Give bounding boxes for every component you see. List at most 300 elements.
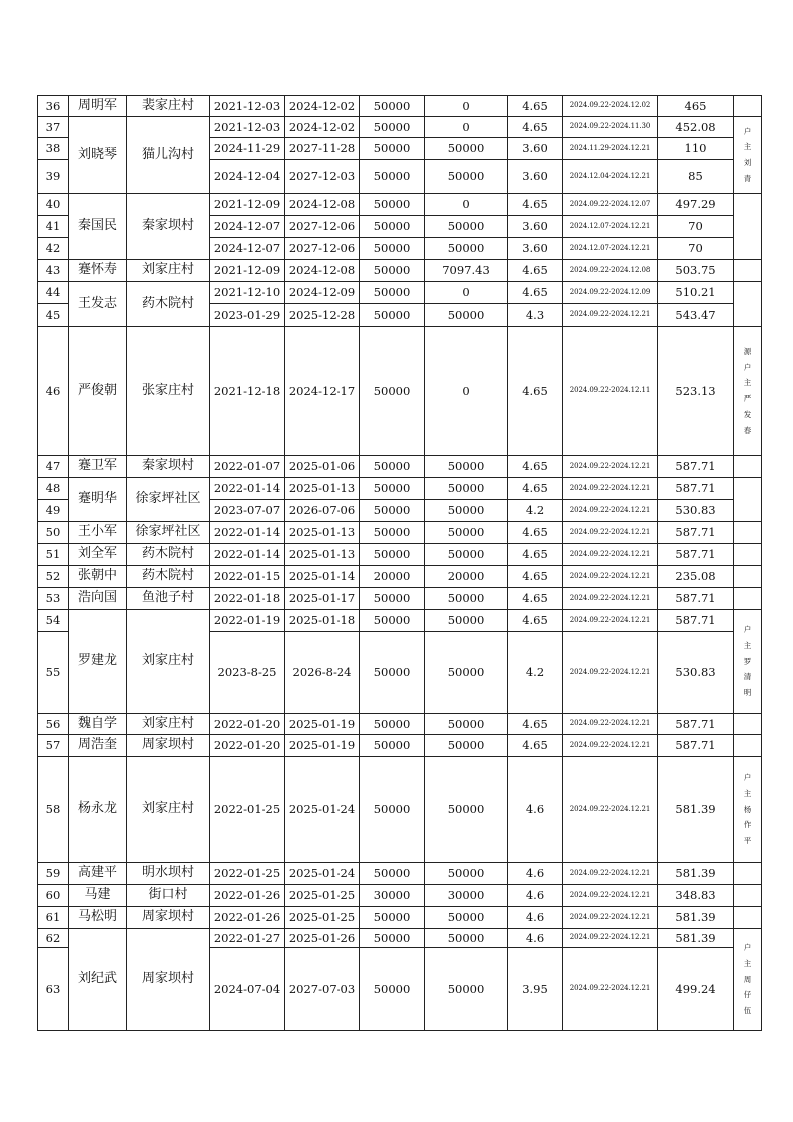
interest-period: 2024.09.22-2024.12.21 [563,948,658,1031]
end-date: 2026-8-24 [285,632,360,714]
household-note [734,714,762,735]
loan-balance: 30000 [425,885,508,907]
loan-balance: 50000 [425,907,508,929]
start-date: 2021-12-09 [210,260,285,282]
interest-rate: 4.3 [508,304,563,327]
table-row [38,282,762,304]
interest-period: 2024.12.07-2024.12.21 [563,216,658,238]
start-date: 2021-12-03 [210,96,285,117]
loan-amount: 50000 [360,632,425,714]
interest-amount: 587.71 [658,610,734,632]
end-date: 2024-12-08 [285,260,360,282]
table-row [38,456,762,478]
borrower-name: 周明军 [69,96,127,117]
end-date: 2024-12-17 [285,327,360,456]
end-date: 2025-01-19 [285,714,360,735]
row-number: 59 [38,863,69,885]
interest-rate: 4.6 [508,757,563,863]
row-number: 52 [38,566,69,588]
interest-rate: 4.6 [508,907,563,929]
interest-period: 2024.09.22-2024.12.21 [563,735,658,757]
row-number: 49 [38,500,69,522]
interest-amount: 110 [658,138,734,160]
interest-rate: 4.65 [508,327,563,456]
household-note [734,735,762,757]
interest-rate: 3.60 [508,138,563,160]
village-name: 秦家坝村 [127,456,210,478]
start-date: 2024-12-07 [210,238,285,260]
interest-amount: 497.29 [658,194,734,216]
interest-period: 2024.09.22-2024.12.21 [563,610,658,632]
interest-rate: 4.6 [508,863,563,885]
end-date: 2025-12-28 [285,304,360,327]
start-date: 2021-12-18 [210,327,285,456]
interest-rate: 4.65 [508,478,563,500]
borrower-name: 周浩奎 [69,735,127,757]
interest-rate: 3.95 [508,948,563,1031]
start-date: 2022-01-27 [210,929,285,948]
household-note [734,863,762,885]
interest-period: 2024.09.22-2024.12.21 [563,863,658,885]
loan-amount: 50000 [360,327,425,456]
loan-amount: 50000 [360,282,425,304]
loan-balance: 50000 [425,544,508,566]
row-number: 56 [38,714,69,735]
household-note [734,757,762,863]
interest-amount: 235.08 [658,566,734,588]
interest-amount: 581.39 [658,863,734,885]
end-date: 2027-11-28 [285,138,360,160]
end-date: 2027-12-06 [285,216,360,238]
loan-amount: 50000 [360,304,425,327]
start-date: 2023-8-25 [210,632,285,714]
interest-period: 2024.12.04-2024.12.21 [563,160,658,194]
start-date: 2022-01-14 [210,544,285,566]
loan-amount: 50000 [360,757,425,863]
interest-period: 2024.09.22-2024.12.21 [563,478,658,500]
household-note [734,929,762,1031]
interest-amount: 587.71 [658,588,734,610]
loan-balance: 50000 [425,238,508,260]
borrower-name: 秦国民 [69,194,127,260]
table-row [38,544,762,566]
loan-amount: 50000 [360,117,425,138]
village-name: 周家坝村 [127,735,210,757]
start-date: 2021-12-03 [210,117,285,138]
interest-rate: 4.65 [508,456,563,478]
interest-period: 2024.11.29-2024.12.21 [563,138,658,160]
interest-rate: 4.6 [508,929,563,948]
loan-balance: 50000 [425,863,508,885]
row-number: 43 [38,260,69,282]
end-date: 2024-12-08 [285,194,360,216]
interest-period: 2024.09.22-2024.12.21 [563,757,658,863]
table-row [38,194,762,216]
table-body [38,96,762,1031]
interest-amount: 587.71 [658,478,734,500]
loan-balance: 50000 [425,948,508,1031]
loan-amount: 50000 [360,948,425,1031]
table-row [38,117,762,138]
interest-amount: 530.83 [658,500,734,522]
interest-period: 2024.09.22-2024.12.21 [563,885,658,907]
loan-interest-table [37,95,762,1031]
interest-amount: 587.71 [658,522,734,544]
household-note [734,117,762,194]
row-number: 38 [38,138,69,160]
interest-period: 2024.09.22-2024.12.11 [563,327,658,456]
interest-amount: 465 [658,96,734,117]
interest-rate: 3.60 [508,238,563,260]
household-note-text: 源户主严发春 [743,346,752,435]
row-number: 53 [38,588,69,610]
row-number: 60 [38,885,69,907]
table-row [38,478,762,500]
interest-period: 2024.09.22-2024.12.09 [563,282,658,304]
village-name: 徐家坪社区 [127,478,210,522]
household-note [734,194,762,260]
borrower-name: 蹇明华 [69,478,127,522]
interest-rate: 4.2 [508,500,563,522]
interest-period: 2024.09.22-2024.12.08 [563,260,658,282]
row-number: 55 [38,632,69,714]
village-name: 刘家庄村 [127,260,210,282]
borrower-name: 马松明 [69,907,127,929]
table-row [38,885,762,907]
interest-rate: 4.65 [508,260,563,282]
start-date: 2021-12-09 [210,194,285,216]
borrower-name: 刘纪武 [69,929,127,1031]
row-number: 41 [38,216,69,238]
interest-amount: 503.75 [658,260,734,282]
row-number: 57 [38,735,69,757]
loan-amount: 50000 [360,714,425,735]
household-note-text: 户主刘青 [743,126,752,183]
row-number: 63 [38,948,69,1031]
loan-balance: 0 [425,194,508,216]
loan-balance: 50000 [425,588,508,610]
loan-balance: 50000 [425,456,508,478]
end-date: 2025-01-25 [285,885,360,907]
loan-amount: 50000 [360,735,425,757]
interest-period: 2024.09.22-2024.12.21 [563,907,658,929]
loan-balance: 50000 [425,714,508,735]
loan-amount: 50000 [360,478,425,500]
interest-amount: 587.71 [658,714,734,735]
borrower-name: 马建 [69,885,127,907]
loan-balance: 50000 [425,522,508,544]
loan-amount: 20000 [360,566,425,588]
row-number: 48 [38,478,69,500]
end-date: 2025-01-06 [285,456,360,478]
loan-balance: 50000 [425,500,508,522]
start-date: 2021-12-10 [210,282,285,304]
household-note [734,588,762,610]
interest-amount: 70 [658,238,734,260]
borrower-name: 张朝中 [69,566,127,588]
loan-amount: 50000 [360,588,425,610]
interest-amount: 587.71 [658,456,734,478]
household-note [734,522,762,544]
household-note [734,610,762,714]
interest-amount: 581.39 [658,929,734,948]
household-note [734,282,762,327]
interest-amount: 523.13 [658,327,734,456]
village-name: 鱼池子村 [127,588,210,610]
village-name: 刘家庄村 [127,714,210,735]
table-row [38,522,762,544]
borrower-name: 蹇怀寿 [69,260,127,282]
loan-balance: 0 [425,327,508,456]
interest-rate: 3.60 [508,160,563,194]
loan-amount: 50000 [360,456,425,478]
interest-rate: 4.2 [508,632,563,714]
interest-amount: 510.21 [658,282,734,304]
end-date: 2025-01-13 [285,478,360,500]
loan-balance: 50000 [425,929,508,948]
household-note [734,478,762,522]
interest-period: 2024.09.22-2024.12.21 [563,304,658,327]
row-number: 40 [38,194,69,216]
village-name: 张家庄村 [127,327,210,456]
household-note-text: 户主杨作平 [743,773,752,846]
loan-amount: 50000 [360,260,425,282]
interest-amount: 581.39 [658,907,734,929]
table-row [38,566,762,588]
row-number: 54 [38,610,69,632]
start-date: 2022-01-14 [210,478,285,500]
interest-period: 2024.09.22-2024.12.21 [563,456,658,478]
borrower-name: 杨永龙 [69,757,127,863]
interest-amount: 530.83 [658,632,734,714]
end-date: 2024-12-02 [285,117,360,138]
end-date: 2024-12-02 [285,96,360,117]
loan-balance: 50000 [425,735,508,757]
end-date: 2025-01-17 [285,588,360,610]
household-note [734,260,762,282]
table-row [38,260,762,282]
row-number: 61 [38,907,69,929]
interest-rate: 4.65 [508,544,563,566]
start-date: 2022-01-07 [210,456,285,478]
end-date: 2024-12-09 [285,282,360,304]
start-date: 2024-11-29 [210,138,285,160]
household-note-text: 户主周仔伍 [743,943,752,1016]
start-date: 2024-12-07 [210,216,285,238]
village-name: 秦家坝村 [127,194,210,260]
interest-period: 2024.12.07-2024.12.21 [563,238,658,260]
loan-amount: 50000 [360,610,425,632]
loan-amount: 50000 [360,522,425,544]
loan-amount: 50000 [360,138,425,160]
household-note [734,885,762,907]
interest-rate: 4.65 [508,588,563,610]
loan-amount: 50000 [360,907,425,929]
borrower-name: 罗建龙 [69,610,127,714]
loan-balance: 50000 [425,478,508,500]
end-date: 2026-07-06 [285,500,360,522]
borrower-name: 刘全军 [69,544,127,566]
interest-amount: 499.24 [658,948,734,1031]
borrower-name: 严俊朝 [69,327,127,456]
row-number: 42 [38,238,69,260]
interest-rate: 4.65 [508,282,563,304]
loan-balance: 7097.43 [425,260,508,282]
loan-amount: 50000 [360,160,425,194]
start-date: 2022-01-26 [210,907,285,929]
interest-period: 2024.09.22-2024.12.21 [563,522,658,544]
end-date: 2027-07-03 [285,948,360,1031]
interest-amount: 70 [658,216,734,238]
village-name: 周家坝村 [127,907,210,929]
interest-rate: 4.65 [508,735,563,757]
table-row [38,929,762,948]
interest-amount: 85 [658,160,734,194]
end-date: 2025-01-19 [285,735,360,757]
end-date: 2025-01-13 [285,544,360,566]
interest-period: 2024.09.22-2024.12.21 [563,588,658,610]
interest-rate: 4.65 [508,117,563,138]
start-date: 2023-01-29 [210,304,285,327]
loan-balance: 50000 [425,757,508,863]
village-name: 药木院村 [127,566,210,588]
start-date: 2024-12-04 [210,160,285,194]
interest-rate: 4.65 [508,194,563,216]
end-date: 2025-01-26 [285,929,360,948]
village-name: 猫儿沟村 [127,117,210,194]
table-row [38,757,762,863]
borrower-name: 蹇卫军 [69,456,127,478]
loan-balance: 50000 [425,216,508,238]
village-name: 药木院村 [127,544,210,566]
row-number: 37 [38,117,69,138]
table-row [38,96,762,117]
interest-period: 2024.09.22-2024.12.02 [563,96,658,117]
row-number: 46 [38,327,69,456]
village-name: 徐家坪社区 [127,522,210,544]
loan-balance: 50000 [425,138,508,160]
row-number: 39 [38,160,69,194]
interest-rate: 3.60 [508,216,563,238]
table-row [38,610,762,632]
loan-amount: 30000 [360,885,425,907]
interest-period: 2024.09.22-2024.12.21 [563,632,658,714]
borrower-name: 王小军 [69,522,127,544]
interest-period: 2024.09.22-2024.12.21 [563,544,658,566]
interest-period: 2024.09.22-2024.12.07 [563,194,658,216]
interest-period: 2024.09.22-2024.11.30 [563,117,658,138]
household-note [734,96,762,117]
village-name: 明水坝村 [127,863,210,885]
interest-rate: 4.65 [508,610,563,632]
interest-amount: 587.71 [658,544,734,566]
end-date: 2025-01-13 [285,522,360,544]
borrower-name: 高建平 [69,863,127,885]
interest-amount: 543.47 [658,304,734,327]
start-date: 2022-01-18 [210,588,285,610]
household-note [734,566,762,588]
end-date: 2025-01-24 [285,863,360,885]
row-number: 50 [38,522,69,544]
start-date: 2022-01-15 [210,566,285,588]
start-date: 2022-01-19 [210,610,285,632]
interest-rate: 4.65 [508,96,563,117]
start-date: 2022-01-26 [210,885,285,907]
interest-rate: 4.65 [508,522,563,544]
row-number: 58 [38,757,69,863]
row-number: 45 [38,304,69,327]
row-number: 36 [38,96,69,117]
table-row [38,714,762,735]
loan-amount: 50000 [360,500,425,522]
village-name: 街口村 [127,885,210,907]
borrower-name: 浩向国 [69,588,127,610]
loan-balance: 0 [425,117,508,138]
start-date: 2024-07-04 [210,948,285,1031]
interest-period: 2024.09.22-2024.12.21 [563,500,658,522]
borrower-name: 魏自学 [69,714,127,735]
loan-amount: 50000 [360,216,425,238]
loan-amount: 50000 [360,194,425,216]
loan-amount: 50000 [360,96,425,117]
village-name: 周家坝村 [127,929,210,1031]
interest-period: 2024.09.22-2024.12.21 [563,566,658,588]
table-row [38,327,762,456]
village-name: 药木院村 [127,282,210,327]
row-number: 51 [38,544,69,566]
village-name: 刘家庄村 [127,610,210,714]
household-note [734,327,762,456]
loan-amount: 50000 [360,929,425,948]
end-date: 2027-12-03 [285,160,360,194]
loan-amount: 50000 [360,863,425,885]
loan-balance: 50000 [425,160,508,194]
end-date: 2027-12-06 [285,238,360,260]
loan-balance: 0 [425,282,508,304]
interest-period: 2024.09.22-2024.12.21 [563,714,658,735]
interest-rate: 4.6 [508,885,563,907]
start-date: 2022-01-25 [210,757,285,863]
interest-amount: 581.39 [658,757,734,863]
table-row [38,588,762,610]
start-date: 2022-01-25 [210,863,285,885]
interest-amount: 452.08 [658,117,734,138]
start-date: 2022-01-20 [210,735,285,757]
household-note [734,907,762,929]
start-date: 2023-07-07 [210,500,285,522]
end-date: 2025-01-18 [285,610,360,632]
loan-amount: 50000 [360,544,425,566]
end-date: 2025-01-25 [285,907,360,929]
village-name: 刘家庄村 [127,757,210,863]
row-number: 44 [38,282,69,304]
loan-balance: 20000 [425,566,508,588]
loan-balance: 50000 [425,304,508,327]
start-date: 2022-01-14 [210,522,285,544]
borrower-name: 刘晓琴 [69,117,127,194]
household-note-text: 户主罗清明 [743,625,752,698]
interest-period: 2024.09.22-2024.12.21 [563,929,658,948]
end-date: 2025-01-24 [285,757,360,863]
table-row [38,863,762,885]
loan-balance: 50000 [425,632,508,714]
interest-rate: 4.65 [508,566,563,588]
row-number: 62 [38,929,69,948]
table-row [38,907,762,929]
row-number: 47 [38,456,69,478]
interest-amount: 348.83 [658,885,734,907]
borrower-name: 王发志 [69,282,127,327]
